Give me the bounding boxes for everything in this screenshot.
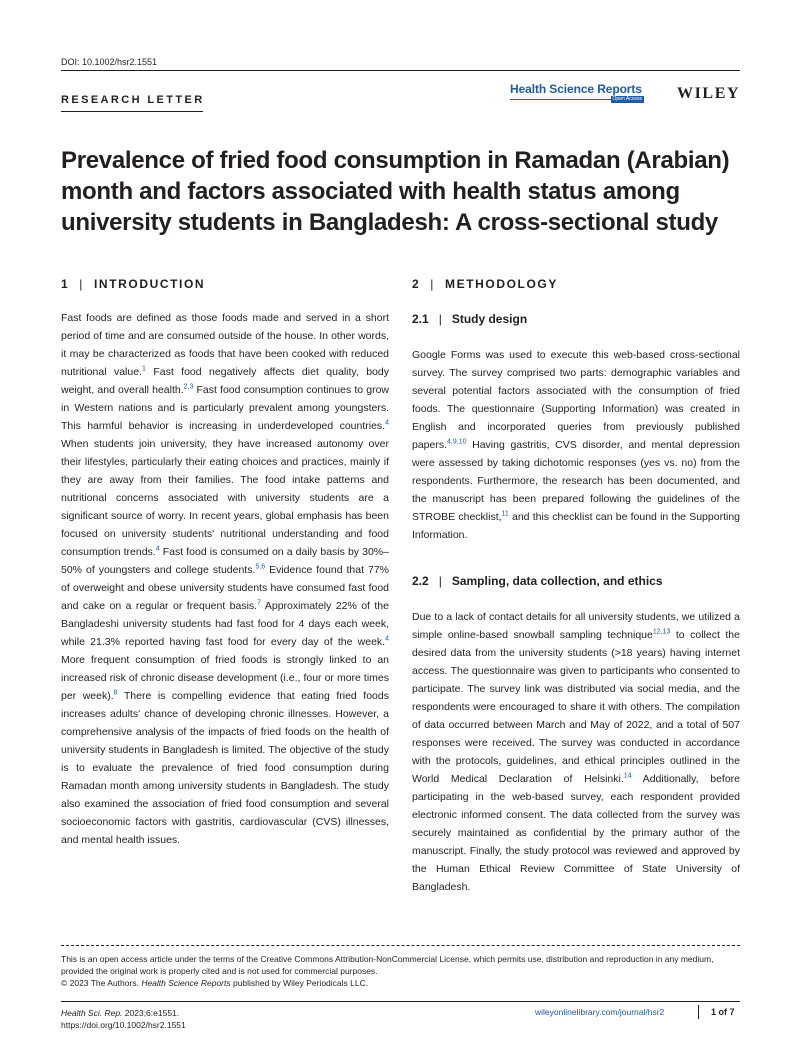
citation-link[interactable]: 5,6 bbox=[255, 563, 266, 571]
subsection-title: Study design bbox=[451, 312, 528, 326]
text-run: Approximately 22% of the Bangladeshi university students had fast food for 4 days each week, while 21.3% reported having fast food for every day of the week. bbox=[61, 600, 389, 648]
citation-link[interactable]: 4,9,10 bbox=[447, 438, 467, 446]
text-run: Google Forms was used to execute this web-based cross-sectional survey. The survey comprised two parts: demographic variables and several potential factors associated with the consumption of fried foods. The questionnaire (Supporting Information) was created in English and incorporated queries from previously published papers. bbox=[412, 349, 740, 451]
section-title: INTRODUCTION bbox=[94, 277, 206, 291]
text-run: Fast foods are defined as those foods made and served in a short period of time and are consumed outside of the house. In other words, it may be characterized as foods that have been cooked with reduced nutritional value. bbox=[61, 312, 389, 378]
section-number: 2 bbox=[412, 277, 421, 291]
doi-link[interactable]: https://doi.org/10.1002/hsr2.1551 bbox=[61, 1020, 186, 1030]
text-run: There is compelling evidence that eating fried foods increases adults' chance of developing chronic illnesses. However, a comprehensive analysis of the impacts of fried foods on the health of university students in Bangladesh is limited. The objective of the study is to evaluate the prevalence of fried food consumption during Ramadan month among university students in Bangladesh. The study also examined the association of fried food consumption and several socioeconomic factors with gastritis, cardiovascular (CVS) illnesses, and mental health issues. bbox=[61, 690, 389, 846]
heading-separator: | bbox=[430, 277, 435, 291]
license-text: This is an open access article under the terms of the Creative Commons Attribution-NonCommercial License, which permits use, distribution and reproduction in any medium, provided the original work is properly cited and is not used for commercial purposes. bbox=[61, 954, 714, 976]
text-run: Due to a lack of contact details for all university students, we utilized a simple online-based snowball sampling technique bbox=[412, 611, 740, 641]
article-title: Prevalence of fried food consumption in Ramadan (Arabian) month and factors associated with health status among university students in Bangladesh: A cross-sectional study bbox=[61, 147, 730, 236]
publisher-logo[interactable]: WILEY bbox=[677, 85, 741, 102]
citation-link[interactable]: 12,13 bbox=[652, 628, 671, 636]
citation-link[interactable]: 2,3 bbox=[183, 383, 194, 391]
copyright-journal: Health Science Reports bbox=[141, 978, 231, 988]
footer-citation bbox=[61, 1007, 186, 1031]
citation-link[interactable]: 7 bbox=[257, 599, 262, 607]
citation-link[interactable]: 1 bbox=[141, 365, 146, 373]
text-run: When students join university, they have increased autonomy over their lifestyles, particularly their eating choices and practices, mainly if they are away from their families. The food intake patterns and nutritional concerns associated with university students are a significant source of worry. In recent years, global emphasis has been focused on university students' nutritional understanding and food consumption trends. bbox=[61, 438, 389, 558]
citation-link[interactable]: 14 bbox=[623, 772, 632, 780]
citation-details: 2023;6:e1551. bbox=[122, 1008, 180, 1018]
text-run: Fast food negatively affects diet quality, body weight, and overall health. bbox=[61, 366, 389, 396]
section-heading-introduction bbox=[61, 277, 205, 291]
header-rule bbox=[61, 70, 740, 71]
footnote-rule bbox=[61, 945, 740, 946]
study-design-paragraph bbox=[412, 346, 740, 544]
subsection-number: 2.1 bbox=[412, 312, 429, 326]
footer-rule bbox=[61, 1001, 740, 1002]
open-access-badge: Open Access bbox=[612, 96, 642, 102]
text-run: Fast food is consumed on a daily basis by 30%–50% of youngsters and college students. bbox=[61, 546, 389, 576]
text-run: and this checklist can be found in the Supporting Information. bbox=[412, 511, 740, 541]
citation-link[interactable]: 4 bbox=[385, 635, 389, 643]
copyright-text: © 2023 The Authors. bbox=[61, 978, 142, 988]
journal-name: Health Science Reports bbox=[510, 82, 642, 96]
copyright-publisher: published by Wiley Periodicals LLC. bbox=[230, 978, 369, 988]
license-footnote bbox=[61, 953, 743, 989]
section-heading-methodology bbox=[412, 277, 558, 291]
heading-separator: | bbox=[438, 312, 442, 326]
citation-link[interactable]: 11 bbox=[501, 510, 509, 518]
text-run: More frequent consumption of fried foods is strongly linked to an increased risk of chronic disease development (i.e., four or more times per week). bbox=[61, 654, 389, 702]
doi-text: DOI: 10.1002/hsr2.1551 bbox=[61, 57, 158, 67]
heading-separator: | bbox=[79, 277, 84, 291]
text-run: to collect the desired data from the university students (>18 years) having internet access. The questionnaire was given to participants who consented to participate. The survey link was distributed via social media, and the respondents were encouraged to share it with others. The compilation of data occurred between March and May of 2022, and a total of 507 responses were received. The survey was conducted in accordance with the protocols, guidelines, and ethical principles outlined in the World Medical Declaration of Helsinki. bbox=[412, 629, 740, 785]
article-type-label: RESEARCH LETTER bbox=[61, 94, 205, 106]
citation-link[interactable]: 4 bbox=[385, 419, 389, 427]
section-number: 1 bbox=[61, 277, 70, 291]
heading-separator: | bbox=[438, 574, 442, 588]
text-run: Additionally, before participating in the web-based survey, each respondent provided electronic informed consent. The data collected from the survey was securely maintained as confidential by the primary author of the manuscript. Finally, the study protocol was reviewed and approved by the Human Ethical Review Committee of State University of Bangladesh. bbox=[412, 773, 740, 893]
section-title: METHODOLOGY bbox=[445, 277, 558, 291]
subsection-title: Sampling, data collection, and ethics bbox=[451, 574, 663, 588]
journal-website-link[interactable]: wileyonlinelibrary.com/journal/hsr2 bbox=[535, 1007, 665, 1017]
text-run: Evidence found that 77% of overweight and obese university students have consumed fast food and cake on a regular or frequent basis. bbox=[61, 564, 390, 612]
sampling-paragraph bbox=[412, 608, 740, 896]
citation-link[interactable]: 8 bbox=[113, 689, 118, 697]
subsection-number: 2.2 bbox=[412, 574, 429, 588]
journal-abbreviation: Health Sci. Rep. bbox=[61, 1008, 123, 1018]
text-run: Fast food consumption continues to grow in Western nations and is particularly prevalent among youngsters. This harmful behavior is increasing in underdeveloped countries. bbox=[61, 384, 390, 432]
footer-divider bbox=[698, 1005, 699, 1019]
page-number: 1 of 7 bbox=[711, 1007, 735, 1017]
subsection-heading-sampling bbox=[412, 574, 663, 588]
article-type-underline bbox=[61, 111, 203, 112]
introduction-paragraph bbox=[61, 309, 389, 849]
citation-link[interactable]: 4 bbox=[155, 545, 160, 553]
subsection-heading-study-design bbox=[412, 312, 527, 326]
journal-logo[interactable] bbox=[510, 82, 642, 104]
text-run: Having gastritis, CVS disorder, and mental depression were assessed by taking dichotomic responses (yes vs. no) from the respondents. Furthermore, the research has been documented, and the manuscript has been prepared following the guidelines of the STROBE checklist, bbox=[412, 439, 740, 523]
